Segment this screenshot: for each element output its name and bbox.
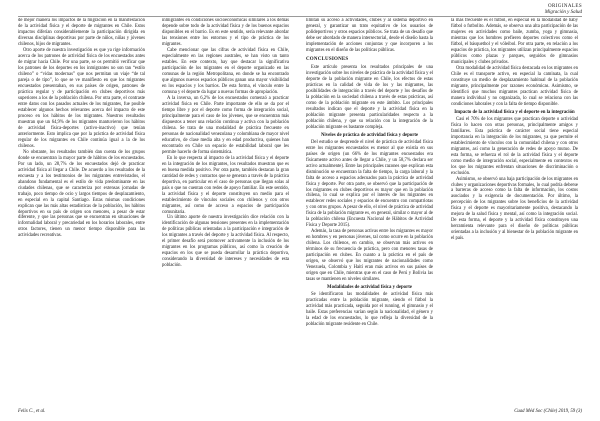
paragraph: Además, la tasa de personas activas entre los migrantes es mayor en hombres y en personas jóvenes, tal como ocurre en la población chilena. Los chilenos, en cambio, se observan más activos en términos de su frecuencia de práctica, pero con menores tasas de participación en clubes. En cuanto a la práctica en el país de origen, se observó que los migrantes de nacionalidades como Venezuela, Colombia y Haití eran más activos en sus países de origen que en Chile, mientras que en el caso de Perú y Bolivia las tasas se mantienen en niveles similares.: [306, 229, 433, 283]
header-rule: [18, 16, 582, 17]
subsection-heading-niveles: Niveles de práctica de actividad física y deporte: [320, 132, 419, 138]
text-column-1: [18, 18, 145, 406]
running-header: [545, 4, 582, 16]
paragraph: A la inversa, un 6,2% de los encuestados comenzó a practicar actividad física en Chile. Parte importante de ello se da por el tiempo libre y por el deporte como forma de integración social, principalmente para el caso de los jóvenes, que se encuentran más dispuestos a tener una relación continua y activa con la población chilena. Se trata de una modalidad de práctica frecuente en personas de nacionalidad venezolana y colombiana de mayor nivel educativo, de clase media alta y en edad productiva, quienes han encontrado en Chile un espacio de estabilidad laboral que les permite hacerlo de forma sistemática.: [162, 95, 289, 155]
paragraph: Otro aporte de nuestra investigación es que ya rige información acerca de los patrones de actividad física de los encuestados antes de migrar hacia Chile. Por una parte, se os permitió verificar que los patrones de los deportes en los inmigrantes no son tan “estilo chileno” o “vidas modernas” que nos permitan un viaje “de tal pareja o de tipo”, lo que se ve manifiesto en que los migrantes encuestados presentaban, en sus países de origen, patrones de práctica regular y de participación en clubes deportivos más superiores a los de la población chilena. Por otra parte, el contraste entre datos con los pasados actuales de los migrantes, fue posible establecer algunos hechos relevantes acerca del impacto de este proceso en los hábitos de los migrantes. Nuestros resultados muestran que un 64,9% de los migrantes mantuvieron los hábitos de actividad física-deportes (activo-inactivo) que tenían anteriormente. Esto implica que por la práctica de actividad física regular de los migrantes en Chile continúa igual a la de los chilenos.: [18, 47, 145, 149]
paragraph: Asimismo, se observó una baja participación de los migrantes en clubes y organizaciones deportivas formales, lo cual podría deberse a barreras de acceso como la falta de información, los costos asociados y la exigencia de documentación. Por último, la percepción de los migrantes sobre los beneficios de la actividad física y el deporte es mayoritariamente positiva, destacando la mejora de la salud física y mental, así como la integración social. De esta forma, el deporte y la actividad física constituyen una herramienta relevante para el diseño de políticas públicas orientadas a la inclusión y al bienestar de la población migrante en el país.: [451, 176, 578, 242]
paragraph: Cabe mencionar que las cifras de actividad física en Chile, especialmente en las regiones australes, se han visto un tanto estables. En este contexto, hay que destacar la significativa participación de los migrantes en el deporte organizado en las comunas de la región Metropolitana, en donde se ha encontrado que algunos nuevos espacios públicos ganan una mayor visibilidad en los espacios y los barrios. De esta forma, el vínculo entre la comuna y el deporte da lugar a nuevas formas de apropiación.: [162, 47, 289, 95]
text-column-2: [162, 18, 289, 406]
text-column-4: [451, 18, 578, 406]
footer-authors: Felix C., et al.: [18, 409, 46, 414]
paragraph: limitan su acceso a actividades, clubes y al sistema deportivo en general, y garantizar un trato equitativo de los usuarios de polideportivos y otros espacios públicos. Se trata de un desafío que debe ser abordado de manera intersectorial, desde el diseño hasta la implementación de acciones conjuntas y que incorporen a los migrantes en el diseño de las políticas públicas.: [306, 18, 433, 53]
paragraph: la más frecuente es el fútbol, en especial en la modalidad de baby fútbol o futbolito. Además, se observa una alta participación de las mujeres en actividades como baile, zumba, yoga y gimnasia, mientras que los hombres prefieren deportes colectivos como el fútbol, el básquetbol y el vóleibol. Por otra parte, en relación a los espacios de práctica, los migrantes utilizan principalmente espacios públicos como plazas y parques, seguidos de gimnasios municipales y clubes privados.: [451, 18, 578, 65]
paragraph: Del estudio se desprende el nivel de práctica de actividad física entre los migrantes encuestados es menor al que existía en sus países de origen (un 66% de los migrantes encuestados era físicamente activo antes de llegar a Chile, y un 58,7% declara ser activo actualmente). Entre las principales razones que explican esta disminución se encuentran la falta de tiempo, la carga laboral y la falta de acceso a espacios adecuados para la práctica de actividad física y deporte. Por otra parte, se observó que la participación de los migrantes en clubes deportivos es mayor que en la población chilena, lo cual se explica por el interés de los migrantes en establecer redes sociales y espacios de encuentro con compatriotas y con otros grupos. A pesar de ello, el nivel de práctica de actividad física de la población migrante es, en general, similar o mayor al de la población chilena (Encuesta Nacional de Hábitos de Actividad Física y Deporte 2015).: [306, 139, 433, 229]
paragraph: No obstante, los resultados también dan cuenta de los grupos donde se encuentran la mayor parte de hábitos de los encuestados. Por un lado, un 28,7% de los encuestados dejó de practicar actividad física al llegar a Chile. De acuerdo a los resultados de la encuesta y a los testimonios de los migrantes entrevistados, el abandono fundamental es el estilo de vida predominante en las ciudades chilenas, que se caracteriza por extensas jornadas de trabajo, poco tiempo de ocio y largos tiempos de desplazamiento, en especial en la capital Santiago. Estas mismas condiciones explican que las más altas estadísticas de la población, los hábitos deportivos en su país de origen son menores, a pesar de estar diferente, y que las personas que se encuentran en situaciones de informalidad laboral y precariedad en los horarios laborales, entre otros factores, tienen un menor tiempo disponible para las actividades recreativas.: [18, 149, 145, 239]
paragraph: Casi el 70% de los migrantes que practican deporte o actividad física lo hacen con otras personas, principalmente amigos y familiares. Esta práctica de carácter social tiene especial importancia en la integración de los migrantes, ya que permite el establecimiento de vínculos con la comunidad chilena y con otros migrantes, así como la generación de redes de apoyo mutuo. De esta forma, se refuerza el rol de la actividad física y el deporte como medio de integración social, especialmente en contextos en los que los migrantes enfrentan situaciones de discriminación o exclusión.: [451, 116, 578, 176]
paragraph: inmigrantes en condiciones socioeconómicas similares a los demás depende sobre todo de la actividad física y de los buenos espacios disponibles en el barrio. Es en este sentido, sería relevante abordar las tensiones entre los entornos y el tipo de práctica de los migrantes.: [162, 18, 289, 47]
paragraph: En lo que respecta al impacto de la actividad física y el deporte en la integración de los migrantes, los resultados muestran que es en buena medida positivo. Por otra parte, también destacan la gran cantidad de redes y contactos que se generan a través de la práctica deportiva, en particular en el caso de personas que llegan solas al país o que no cuentan con redes de apoyo familiar. En este sentido, la actividad física y el deporte constituyen un medio para el establecimiento de vínculos sociales con chilenos y con otros migrantes, así como de acceso a espacios de participación comunitaria.: [162, 155, 289, 215]
text-column-3: [306, 18, 433, 406]
section-heading-conclusiones: CONCLUSIONES: [306, 56, 349, 62]
paragraph: Se identificaron las modalidades de actividad física más practicadas entre la población migrante, siendo el fútbol la actividad más practicada, seguida por el running, el gimnasio y el baile. Estas preferencias varían según la nacionalidad, el género y la edad de los encuestados, lo que refleja la diversidad de la población migrante residente en Chile.: [306, 292, 433, 328]
subsection-heading-modalidades: Modalidades de actividad física y deporte: [327, 285, 412, 291]
header-journal: ORIGINALES: [548, 4, 582, 9]
header-section: Migración y Salud: [544, 10, 582, 15]
paragraph: de mejor manera los impactos de la migración en la manifestación de la actividad física y el deporte de migrantes en Chile. Estos impactos diferían considerablemente la participación dirigida en diversas disciplinas deportivas por parte de niños, niñas y jóvenes chilenos, hijos de migrantes.: [18, 18, 145, 47]
paragraph: Este artículo presenta los resultados principales de una investigación sobre los niveles de práctica de la actividad física y el deporte de la población migrante en Chile, los efectos de estas prácticas en la calidad de vida de los y las migrantes, las posibilidades de integración a través del deporte y los desafíos de la población en la sociedad chilena a través de estas prácticas, así como de la población migrante en este ámbito. Los principales resultados indican que el deporte y la actividad física en la población migrante presenta particularidades respecto a la población chilena, y que su relación con la integración de la población migrante es bastante compleja.: [306, 64, 433, 130]
paragraph: Otra modalidad de actividad física destacada en los migrantes en Chile es el transporte activo, en especial la caminata, la cual constituye un medio de desplazamiento habitual de la población migrante, principalmente por razones económicas. Asimismo, se identificó que muchos migrantes practican actividad física de manera individual y no organizada, lo cual se relaciona con las condiciones laborales y con la falta de tiempo disponible.: [451, 65, 578, 107]
footer-citation: Cuad Méd Soc (Chile) 2019, 59 (3): [514, 409, 582, 414]
subsection-heading-impacto: Impacto de la actividad física y el deporte en la integración: [454, 109, 575, 115]
paragraph: Un último aporte de nuestra investigación dice relación con la identificación de algunas tensiones presentes en la implementación de políticas públicas orientadas a la participación e integración de los migrantes a través del deporte y la actividad física. Al respecto, el primer desafío será promover activamente la inclusión de los migrantes en los programas públicos, así como la creación de espacios en los que se pueda desarrollar la práctica deportiva, considerando la diversidad de intereses y necesidades de esta población.: [162, 215, 289, 269]
